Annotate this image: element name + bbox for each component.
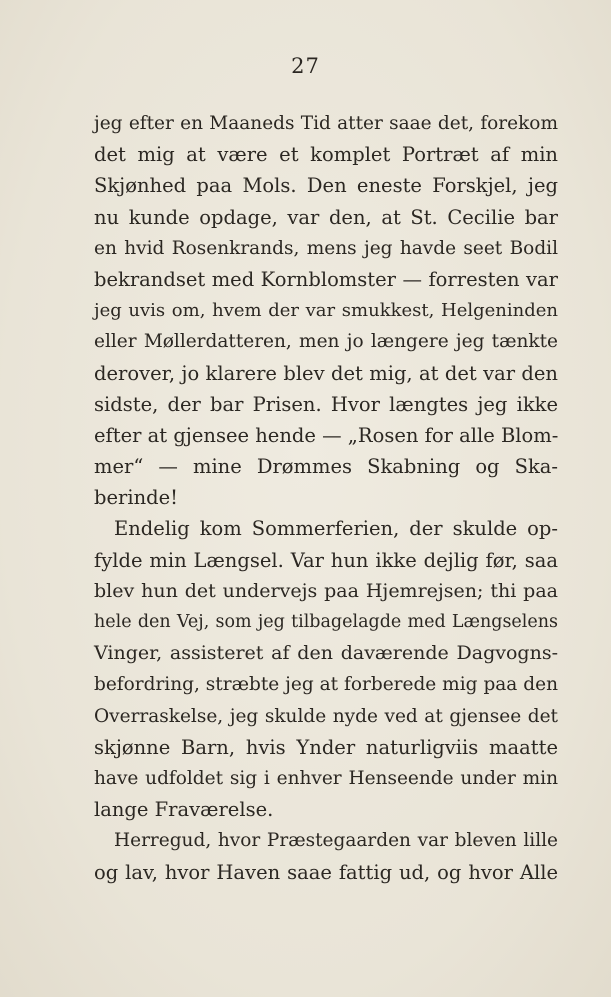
- text-line: bekrandset med Kornblomster — forresten var: [94, 267, 558, 291]
- text-line: mer“ — mine Drømmes Skabning og Ska-: [94, 455, 558, 479]
- text-line: fylde min Længsel. Var hun ikke dejlig før, saa: [94, 548, 558, 572]
- text-line: derover, jo klarere blev det mig, at det var den: [94, 361, 558, 385]
- text-line: og lav, hvor Haven saae fattig ud, og hvor Alle: [94, 860, 558, 884]
- text-line: Skjønhed paa Mols. Den eneste Forskjel, jeg: [94, 174, 558, 198]
- text-line: hele den Vej, som jeg tilbagelagde med Længselens: [94, 612, 558, 632]
- page-number: 27: [291, 54, 320, 78]
- text-line: eller Møllerdatteren, men jo længere jeg tænkte: [94, 331, 558, 353]
- text-line: skjønne Barn, hvis Ynder naturligviis maatte: [94, 735, 558, 759]
- text-line: berinde!: [94, 486, 178, 510]
- text-line: Herregud, hvor Præstegaarden var bleven lille: [114, 830, 558, 852]
- text-line: jeg efter en Maaneds Tid atter saae det, forekom: [94, 113, 558, 134]
- text-line: blev hun det undervejs paa Hjemrejsen; thi paa: [94, 579, 558, 602]
- text-line: befordring, stræbte jeg at forberede mig paa den: [94, 674, 558, 696]
- text-line: sidste, der bar Prisen. Hvor længtes jeg ikke: [94, 392, 558, 416]
- body-text: [94, 108, 558, 888]
- text-line: Vinger, assisteret af den daværende Dagvogns-: [94, 642, 558, 665]
- text-line: Overraskelse, jeg skulde nyde ved at gjensee det: [94, 705, 558, 727]
- text-line: det mig at være et komplet Portræt af min: [94, 143, 558, 167]
- text-line: have udfoldet sig i enhver Henseende under min: [94, 767, 558, 789]
- text-line: nu kunde opdage, var den, at St. Cecilie bar: [94, 205, 558, 229]
- text-line: efter at gjensee hende — „Rosen for alle Blom-: [94, 423, 559, 447]
- text-line: lange Fraværelse.: [94, 798, 274, 822]
- text-line: en hvid Rosenkrands, mens jeg havde seet Bodil: [94, 237, 558, 259]
- text-line: Endelig kom Sommerferien, der skulde op-: [114, 517, 558, 541]
- text-line: jeg uvis om, hvem der var smukkest, Helgeninden: [94, 300, 558, 322]
